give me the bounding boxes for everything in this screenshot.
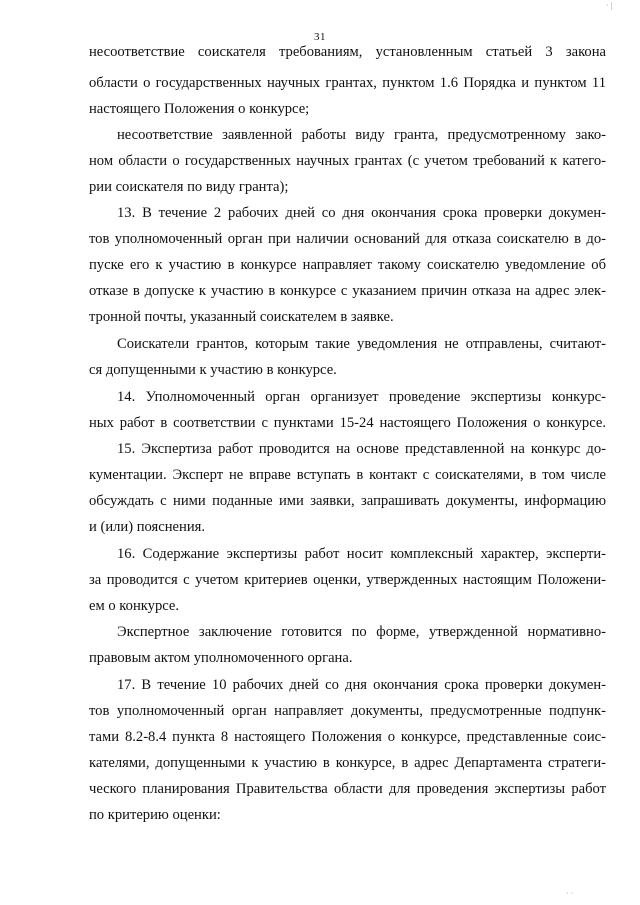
text-line: отказе в допуске к участию в конкурсе с указанием причин отказа на адрес элек- — [89, 283, 606, 299]
text-line: кументации. Эксперт не вправе вступать в контакт с соискателями, в том числе — [89, 467, 606, 483]
text-line: рии соискателя по виду гранта); — [89, 179, 289, 195]
text-line: ем о конкурсе. — [89, 598, 180, 614]
text-line: и (или) пояснения. — [89, 519, 206, 535]
text-line: пуске его к участию в конкурсе направляет такому соискателю уведомление об — [89, 257, 606, 273]
text-line: 16. Содержание экспертизы работ носит комплексный характер, эксперти- — [117, 546, 606, 562]
text-line: ческого планирования Правительства области для проведения экспертизы работ — [89, 781, 606, 797]
scan-mark-bottom: · · — [566, 889, 574, 898]
text-line: несоответствие соискателя требованиям, установленным статьей 3 закона — [89, 44, 606, 60]
text-line: 15. Экспертиза работ проводится на основе представленной на конкурс до- — [117, 441, 606, 457]
text-line: 14. Уполномоченный орган организует проведение экспертизы конкурс- — [117, 389, 606, 405]
page-number: 31 — [314, 31, 326, 43]
text-line: ся допущенными к участию в конкурсе. — [89, 362, 337, 378]
text-line: обсуждать с ними поданные ими заявки, запрашивать документы, информацию — [89, 493, 606, 509]
text-line: ном области о государственных научных грантах (с учетом требований к катего- — [89, 153, 606, 169]
text-line: кателями, допущенными к участию в конкурсе, в адрес Департамента стратеги- — [89, 755, 606, 771]
text-line: тов уполномоченный орган направляет документы, предусмотренные подпунк- — [89, 703, 606, 719]
text-line: настоящего Положения о конкурсе; — [89, 101, 310, 117]
text-line: по критерию оценки: — [89, 807, 221, 823]
text-line: Экспертное заключение готовится по форме, утвержденной нормативно- — [117, 624, 606, 640]
text-line: 17. В течение 10 рабочих дней со дня окончания срока проверки докумен- — [117, 677, 606, 693]
text-line: тами 8.2-8.4 пункта 8 настоящего Положения о конкурсе, представленные соис- — [89, 729, 606, 745]
text-line: за проводится с учетом критериев оценки, утвержденных настоящим Положени- — [89, 572, 606, 588]
text-line: тронной почты, указанный соискателем в заявке. — [89, 309, 394, 325]
text-line: Соискатели грантов, которым такие уведомления не отправлены, считают- — [117, 336, 606, 352]
text-line: тов уполномоченный орган при наличии оснований для отказа соискателю в до- — [89, 231, 606, 247]
text-line: правовым актом уполномоченного органа. — [89, 650, 353, 666]
text-line: ных работ в соответствии с пунктами 15-24 настоящего Положения о конкурсе. — [89, 415, 606, 431]
text-line: несоответствие заявленной работы виду гранта, предусмотренному зако- — [117, 127, 606, 143]
scan-mark-top: · | — [606, 1, 613, 10]
text-line: области о государственных научных грантах, пунктом 1.6 Порядка и пунктом 11 — [89, 75, 606, 91]
text-line: 13. В течение 2 рабочих дней со дня окончания срока проверки докумен- — [117, 205, 606, 221]
